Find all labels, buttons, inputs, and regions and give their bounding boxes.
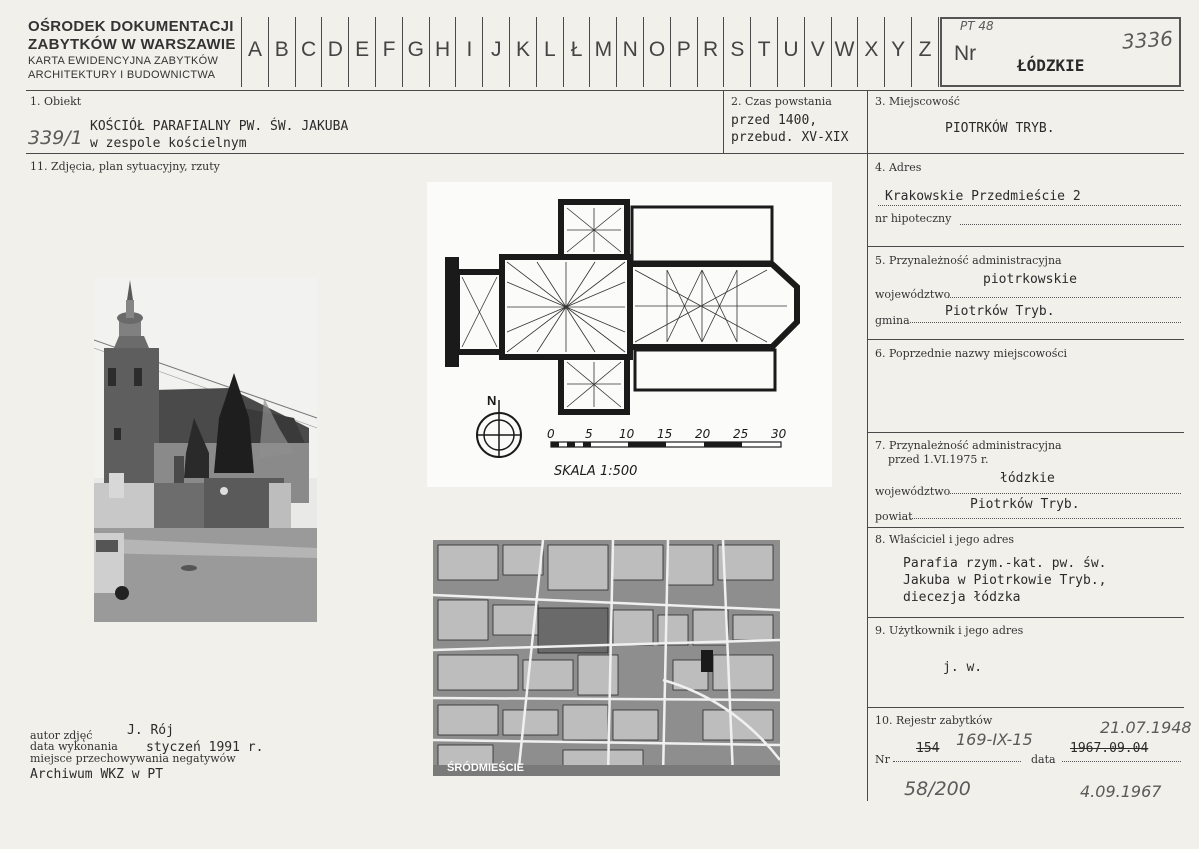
czas-line1: przed 1400, <box>731 113 818 128</box>
photo-date-label: data wykonania <box>30 740 118 753</box>
alphabet-letter: S <box>730 38 745 61</box>
nr-label: Nr <box>954 42 977 65</box>
alphabet-letter: A <box>247 38 262 61</box>
alphabet-letter: V <box>810 38 825 61</box>
alphabet-letter: O <box>648 38 666 61</box>
north-label: N <box>487 393 497 408</box>
powiat-value: Piotrków Tryb. <box>970 497 1080 512</box>
wlasciciel-label: 8. Właściciel i jego adres <box>875 533 1015 546</box>
alphabet-letter: D <box>327 38 343 61</box>
scale-number: 10 <box>619 427 635 441</box>
alphabet-letter: N <box>622 38 638 61</box>
rejestr-nr-label: Nr <box>875 753 890 766</box>
adres-value: Krakowskie Przedmieście 2 <box>885 189 1081 204</box>
alphabet-letter: Y <box>891 38 906 61</box>
rejestr-nr-value: 154 <box>916 741 940 756</box>
alphabet-letter: J <box>490 38 502 61</box>
rejestr-nr-hand: 169-IX-15 <box>956 730 1033 749</box>
wlasciciel-line3: diecezja łódzka <box>903 590 1021 605</box>
institution-title-2: ZABYTKÓW W WARSZAWIE <box>28 36 236 53</box>
floor-plan <box>427 182 832 487</box>
institution-title-1: OŚRODEK DOKUMENTACJI <box>28 18 234 35</box>
rejestr-data-hand: 21.07.1948 <box>1100 718 1192 737</box>
rejestr-data-label: data <box>1031 753 1056 766</box>
photo-date-value: styczeń 1991 r. <box>146 740 264 755</box>
poprzednie-nazwy-label: 6. Poprzednie nazwy miejscowości <box>875 347 1068 360</box>
wlasciciel-line2: Jakuba w Piotrkowie Tryb., <box>903 573 1107 588</box>
photo-author-label: autor zdjęć <box>30 729 93 742</box>
alphabet-letter: K <box>515 38 530 61</box>
location-map <box>433 540 780 776</box>
alphabet-letter: Ł <box>570 38 583 61</box>
czas-line2: przebud. XV-XIX <box>731 130 849 145</box>
woj-before-label: województwo <box>875 485 951 498</box>
alphabet-letter: P <box>676 38 691 61</box>
scale-number: 0 <box>547 427 555 441</box>
miejscowosc-value: PIOTRKÓW TRYB. <box>945 121 1055 136</box>
scale-number: 30 <box>771 427 787 441</box>
uzytkownik-label: 9. Użytkownik i jego adres <box>875 624 1024 637</box>
alphabet-letter: R <box>703 38 719 61</box>
alphabet-letter: F <box>382 38 396 61</box>
nr-value: ŁÓDZKIE <box>1017 56 1085 75</box>
admin-label: 5. Przynależność administracyjna <box>875 254 1062 267</box>
scale-label: SKALA 1:500 <box>554 464 638 479</box>
institution-title-3: KARTA EWIDENCYJNA ZABYTKÓW <box>28 55 219 67</box>
alphabet-letter: H <box>435 38 451 61</box>
church-photo <box>94 278 317 622</box>
scale-bar <box>551 442 781 447</box>
scale-number: 25 <box>733 427 749 441</box>
zdjecia-label: 11. Zdjęcia, plan sytuacyjny, rzuty <box>30 160 220 173</box>
admin-before-date: przed 1.VI.1975 r. <box>888 453 989 466</box>
gmina-label: gmina <box>875 314 910 327</box>
alphabet-letter: T <box>757 38 771 61</box>
uzytkownik-value: j. w. <box>943 660 983 675</box>
scale-number: 20 <box>695 427 711 441</box>
alphabet-letter: E <box>355 38 370 61</box>
negatives-place-label: miejsce przechowywania negatywów <box>30 752 236 765</box>
rejestr-data-value: 1967.09.04 <box>1070 741 1149 756</box>
alphabet-letter: Z <box>918 38 932 61</box>
alphabet-letter: M <box>594 38 613 61</box>
hand-note-bottom-left: 58/200 <box>904 778 971 800</box>
miejscowosc-label: 3. Miejscowość <box>875 95 960 108</box>
obiekt-label: 1. Obiekt <box>30 95 82 108</box>
czas-label: 2. Czas powstania <box>731 95 832 108</box>
alphabet-letter: L <box>543 38 556 61</box>
hand-note-top: PT 48 <box>960 19 994 33</box>
hand-card-number: 3336 <box>1121 26 1174 54</box>
scale-number: 15 <box>657 427 673 441</box>
alphabet-letter: G <box>407 38 424 61</box>
negatives-place-value: Archiwum WKZ w PT <box>30 767 164 782</box>
powiat-label: powiat <box>875 510 913 523</box>
alphabet-letter: I <box>466 38 473 61</box>
alphabet-letter: C <box>301 38 317 61</box>
alphabet-divider <box>938 17 939 87</box>
nr-hipoteczny-label: nr hipoteczny <box>875 212 952 225</box>
alphabet-letter: U <box>783 38 799 61</box>
map-location-marker <box>701 650 713 672</box>
alphabet-letter: W <box>834 38 855 61</box>
photo-author-value: J. Rój <box>127 723 174 738</box>
alphabet-letter: B <box>274 38 289 61</box>
gmina-value: Piotrków Tryb. <box>945 304 1055 319</box>
rejestr-label: 10. Rejestr zabytków <box>875 714 993 727</box>
obiekt-name: KOŚCIÓŁ PARAFIALNY PW. ŚW. JAKUBA <box>90 119 349 134</box>
obiekt-subname: w zespole kościelnym <box>90 136 247 151</box>
woj-before-value: łódzkie <box>1000 471 1055 486</box>
woj-value: piotrkowskie <box>983 272 1077 287</box>
institution-title-4: ARCHITEKTURY I BUDOWNICTWA <box>28 69 216 81</box>
hand-note-bottom-right: 4.09.1967 <box>1080 782 1162 801</box>
scale-number: 5 <box>585 427 593 441</box>
obiekt-hand-code: 339/1 <box>28 127 83 149</box>
admin-before-label: 7. Przynależność administracyjna <box>875 439 1062 452</box>
woj-label: województwo <box>875 288 951 301</box>
alphabet-letter: X <box>864 38 879 61</box>
wlasciciel-line1: Parafia rzym.-kat. pw. św. <box>903 556 1107 571</box>
adres-label: 4. Adres <box>875 161 922 174</box>
map-district-label: ŚRÓDMIEŚCIE <box>447 762 525 774</box>
